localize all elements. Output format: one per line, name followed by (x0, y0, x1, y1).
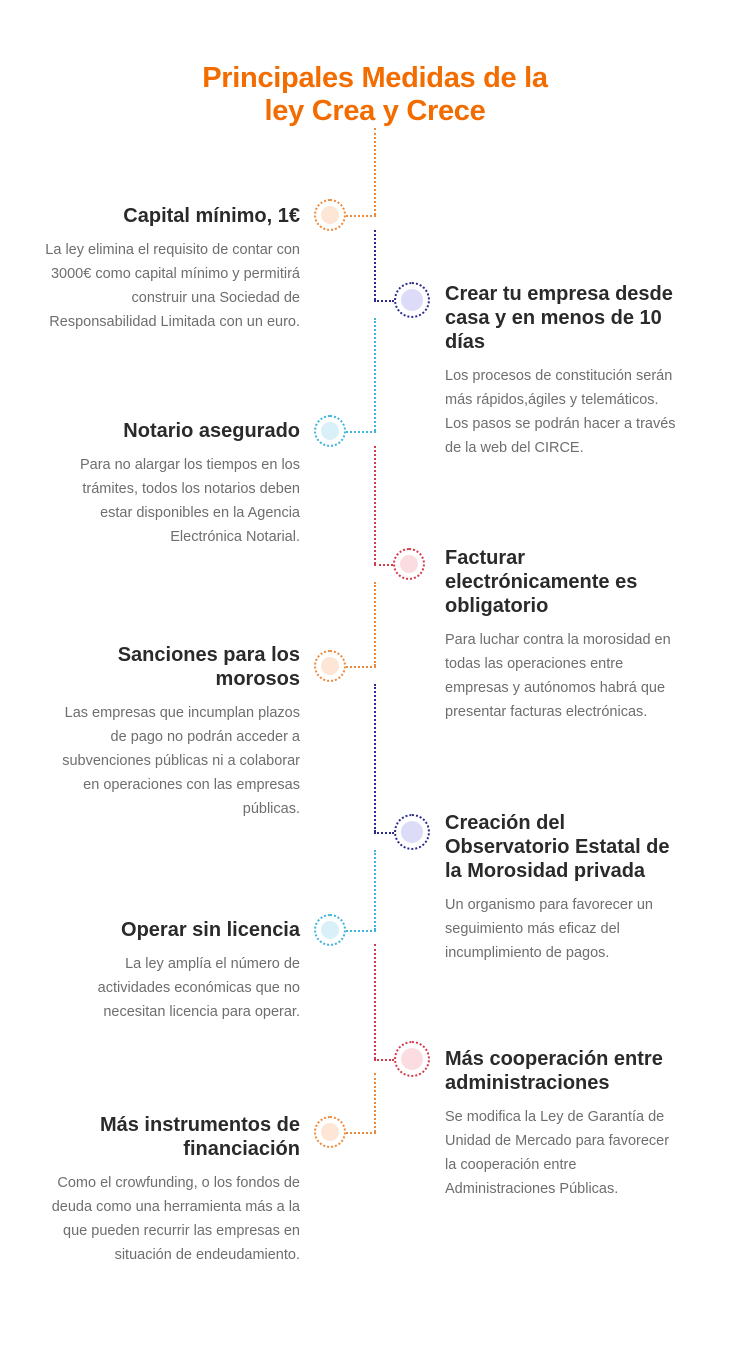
timeline-node-fill (321, 206, 339, 224)
timeline-connector (346, 666, 376, 668)
timeline-connector (346, 215, 376, 217)
timeline-node-fill (401, 1048, 423, 1070)
measure-title: Capital mínimo, 1€ (123, 205, 300, 227)
measure-operar-sin-licencia (50, 918, 300, 1024)
timeline-connector (374, 300, 394, 302)
timeline-segment (374, 318, 376, 431)
timeline-node (314, 199, 346, 231)
timeline-segment (374, 944, 376, 1059)
timeline-segment (374, 582, 376, 666)
timeline-node (393, 548, 425, 580)
timeline-segment (374, 850, 376, 930)
timeline-node (394, 814, 430, 850)
timeline-segment (374, 128, 376, 215)
measure-text: Como el crowfunding, o los fondos de deuda como una herramienta más a la que pueden recurrir las empresas en situación de endeudamiento. (51, 1175, 300, 1263)
timeline-segment (374, 684, 376, 832)
measure-text: La ley amplía el número de actividades económicas que no necesitan licencia para operar. (97, 956, 300, 1020)
measure-title: Crear tu empresa desde casa y en menos de 10 días (445, 283, 673, 353)
measure-text: Para no alargar los tiempos en los trámites, todos los notarios deben estar disponibles en la Agencia Electrónica Notarial. (79, 457, 300, 545)
timeline-connector (346, 431, 376, 433)
measure-notario-asegurado (50, 419, 300, 549)
measure-observatorio-morosidad (445, 811, 681, 965)
timeline-node (394, 1041, 430, 1077)
measure-title: Operar sin licencia (121, 919, 300, 941)
timeline-connector (374, 1059, 394, 1061)
title-line-1: Principales Medidas de la (202, 62, 548, 94)
timeline-connector (346, 930, 376, 932)
timeline-node (314, 415, 346, 447)
timeline-node (314, 914, 346, 946)
measure-title: Facturar electrónicamente es obligatorio (445, 547, 638, 617)
timeline-node (314, 1116, 346, 1148)
timeline-segment (374, 446, 376, 564)
page-title (0, 62, 750, 128)
timeline-node-fill (400, 555, 418, 573)
measure-crear-empresa (445, 282, 681, 460)
timeline-segment (374, 1073, 376, 1132)
measure-title: Creación del Observatorio Estatal de la Morosidad privada (445, 812, 670, 882)
measure-cooperacion-administraciones (445, 1047, 681, 1201)
timeline-segment (374, 230, 376, 300)
measure-text: Un organismo para favorecer un seguimiento más eficaz del incumplimiento de pagos. (445, 897, 653, 961)
measure-title: Más cooperación entre administraciones (445, 1048, 663, 1094)
measure-title: Notario asegurado (123, 420, 300, 442)
timeline-node (394, 282, 430, 318)
timeline-connector (346, 1132, 376, 1134)
measure-capital-minimo (40, 204, 300, 334)
measure-text: La ley elimina el requisito de contar con 3000€ como capital mínimo y permitirá construir una Sociedad de Responsabilidad Limitada con un euro. (45, 242, 300, 330)
measure-title: Sanciones para los morosos (117, 644, 300, 690)
measure-title: Más instrumentos de financiación (99, 1114, 300, 1160)
measure-text: Se modifica la Ley de Garantía de Unidad de Mercado para favorecer la cooperación entre Administraciones Públicas. (445, 1109, 670, 1197)
timeline-connector (374, 832, 394, 834)
timeline-node-fill (321, 921, 339, 939)
title-line-2: ley Crea y Crece (264, 95, 486, 127)
timeline-node-fill (321, 422, 339, 440)
timeline-node-fill (321, 1123, 339, 1141)
measure-facturar-electronicamente (445, 546, 681, 724)
timeline-node-fill (401, 289, 423, 311)
timeline-connector (374, 564, 393, 566)
timeline-node-fill (401, 821, 423, 843)
timeline-node (314, 650, 346, 682)
measure-instrumentos-financiacion (50, 1113, 300, 1267)
timeline-node-fill (321, 657, 339, 675)
measure-text: Para luchar contra la morosidad en todas las operaciones entre empresas y autónomos habrá que presentar facturas electrónicas. (445, 632, 671, 720)
measure-sanciones-morosos (50, 643, 300, 821)
measure-text: Las empresas que incumplan plazos de pago no podrán acceder a subvenciones públicas ni a colaborar en operaciones con las empresas públicas. (62, 705, 300, 817)
measure-text: Los procesos de constitución serán más rápidos,ágiles y telemáticos. Los pasos se podrán hacer a través de la web del CIRCE. (445, 368, 676, 456)
